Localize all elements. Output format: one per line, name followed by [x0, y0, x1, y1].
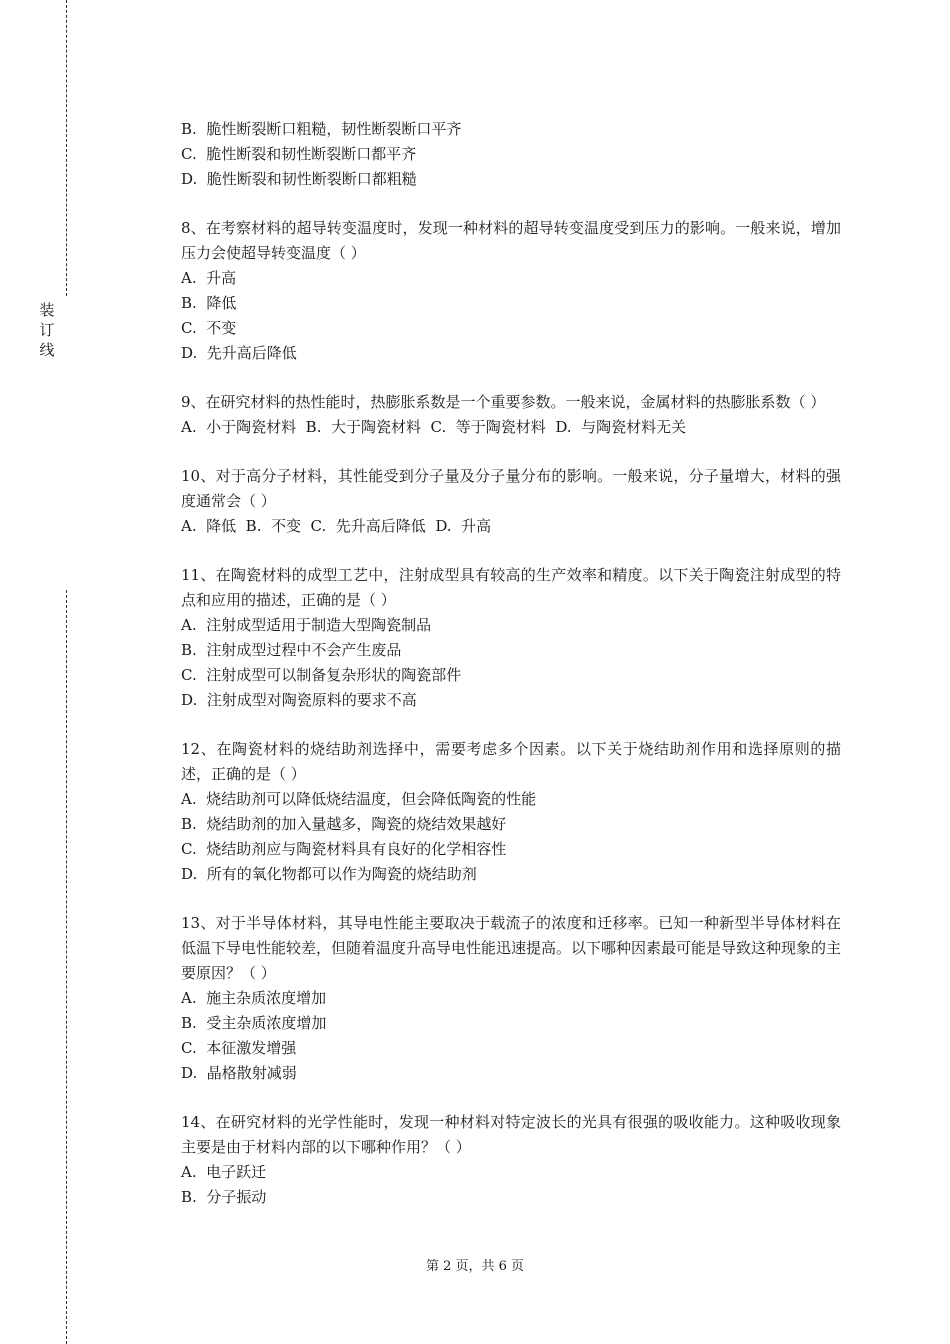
question-12 — [181, 737, 841, 887]
question-7-fragment — [181, 117, 841, 192]
option-a: A. 施主杂质浓度增加 — [181, 989, 327, 1007]
page-number: 第 2 页，共 6 页 — [425, 1259, 525, 1274]
binding-char: 订 — [39, 321, 55, 339]
option-b: B. 烧结助剂的加入量越多，陶瓷的烧结效果越好 — [181, 815, 507, 833]
binding-char: 装 — [39, 301, 55, 319]
option-d: D. 所有的氧化物都可以作为陶瓷的烧结助剂 — [181, 865, 477, 883]
question-stem: 8、在考察材料的超导转变温度时，发现一种材料的超导转变温度受到压力的影响。一般来说，增加压力会使超导转变温度（ ） — [181, 219, 841, 262]
question-stem: 12、在陶瓷材料的烧结助剂选择中，需要考虑多个因素。以下关于烧结助剂作用和选择原则的描述，正确的是（ ） — [181, 740, 841, 783]
question-13 — [181, 911, 841, 1086]
question-14 — [181, 1110, 841, 1210]
question-9 — [181, 390, 841, 440]
option-c: C. 本征激发增强 — [181, 1039, 297, 1057]
question-list — [181, 117, 841, 1210]
option-b: B. 降低 — [181, 294, 237, 312]
option-a: A. 电子跃迁 — [181, 1163, 267, 1181]
question-10 — [181, 464, 841, 539]
binding-dashed-line-bottom — [66, 590, 67, 1344]
option-b: B. 注射成型过程中不会产生废品 — [181, 641, 402, 659]
option-c: C. 不变 — [181, 319, 237, 337]
option-a: A. 升高 — [181, 269, 237, 287]
question-stem: 9、在研究材料的热性能时，热膨胀系数是一个重要参数。一般来说，金属材料的热膨胀系数（ ） — [181, 393, 826, 411]
option-c: C. 注射成型可以制备复杂形状的陶瓷部件 — [181, 666, 462, 684]
binding-label — [38, 300, 56, 360]
option-d: D. 先升高后降低 — [181, 344, 297, 362]
option-c: C. 脆性断裂和韧性断裂断口都平齐 — [181, 145, 417, 163]
option-b: B. 受主杂质浓度增加 — [181, 1014, 327, 1032]
binding-char: 线 — [39, 341, 55, 359]
option-d: D. 晶格散射减弱 — [181, 1064, 297, 1082]
option-a: A. 注射成型适用于制造大型陶瓷制品 — [181, 616, 432, 634]
question-11 — [181, 563, 841, 713]
option-a: A. 烧结助剂可以降低烧结温度，但会降低陶瓷的性能 — [181, 790, 537, 808]
question-stem: 14、在研究材料的光学性能时，发现一种材料对特定波长的光具有很强的吸收能力。这种吸收现象主要是由于材料内部的以下哪种作用？（ ） — [181, 1113, 841, 1156]
option-d: D. 注射成型对陶瓷原料的要求不高 — [181, 691, 417, 709]
option-c: C. 烧结助剂应与陶瓷材料具有良好的化学相容性 — [181, 840, 507, 858]
option-b: B. 分子振动 — [181, 1188, 267, 1206]
options-inline: A. 小于陶瓷材料 B. 大于陶瓷材料 C. 等于陶瓷材料 D. 与陶瓷材料无关 — [181, 418, 687, 436]
question-8 — [181, 216, 841, 366]
question-stem: 10、对于高分子材料，其性能受到分子量及分子量分布的影响。一般来说，分子量增大，材料的强度通常会（ ） — [181, 467, 841, 510]
option-d: D. 脆性断裂和韧性断裂断口都粗糙 — [181, 170, 417, 188]
binding-dashed-line-top — [66, 0, 67, 296]
question-stem: 11、在陶瓷材料的成型工艺中，注射成型具有较高的生产效率和精度。以下关于陶瓷注射成型的特点和应用的描述，正确的是（ ） — [181, 566, 841, 609]
option-b: B. 脆性断裂断口粗糙，韧性断裂断口平齐 — [181, 120, 462, 138]
question-stem: 13、对于半导体材料，其导电性能主要取决于载流子的浓度和迁移率。已知一种新型半导体材料在低温下导电性能较差，但随着温度升高导电性能迅速提高。以下哪种因素最可能是导致这种现象的主要原因？（ ） — [181, 914, 842, 982]
options-inline: A. 降低 B. 不变 C. 先升高后降低 D. 升高 — [181, 517, 492, 535]
